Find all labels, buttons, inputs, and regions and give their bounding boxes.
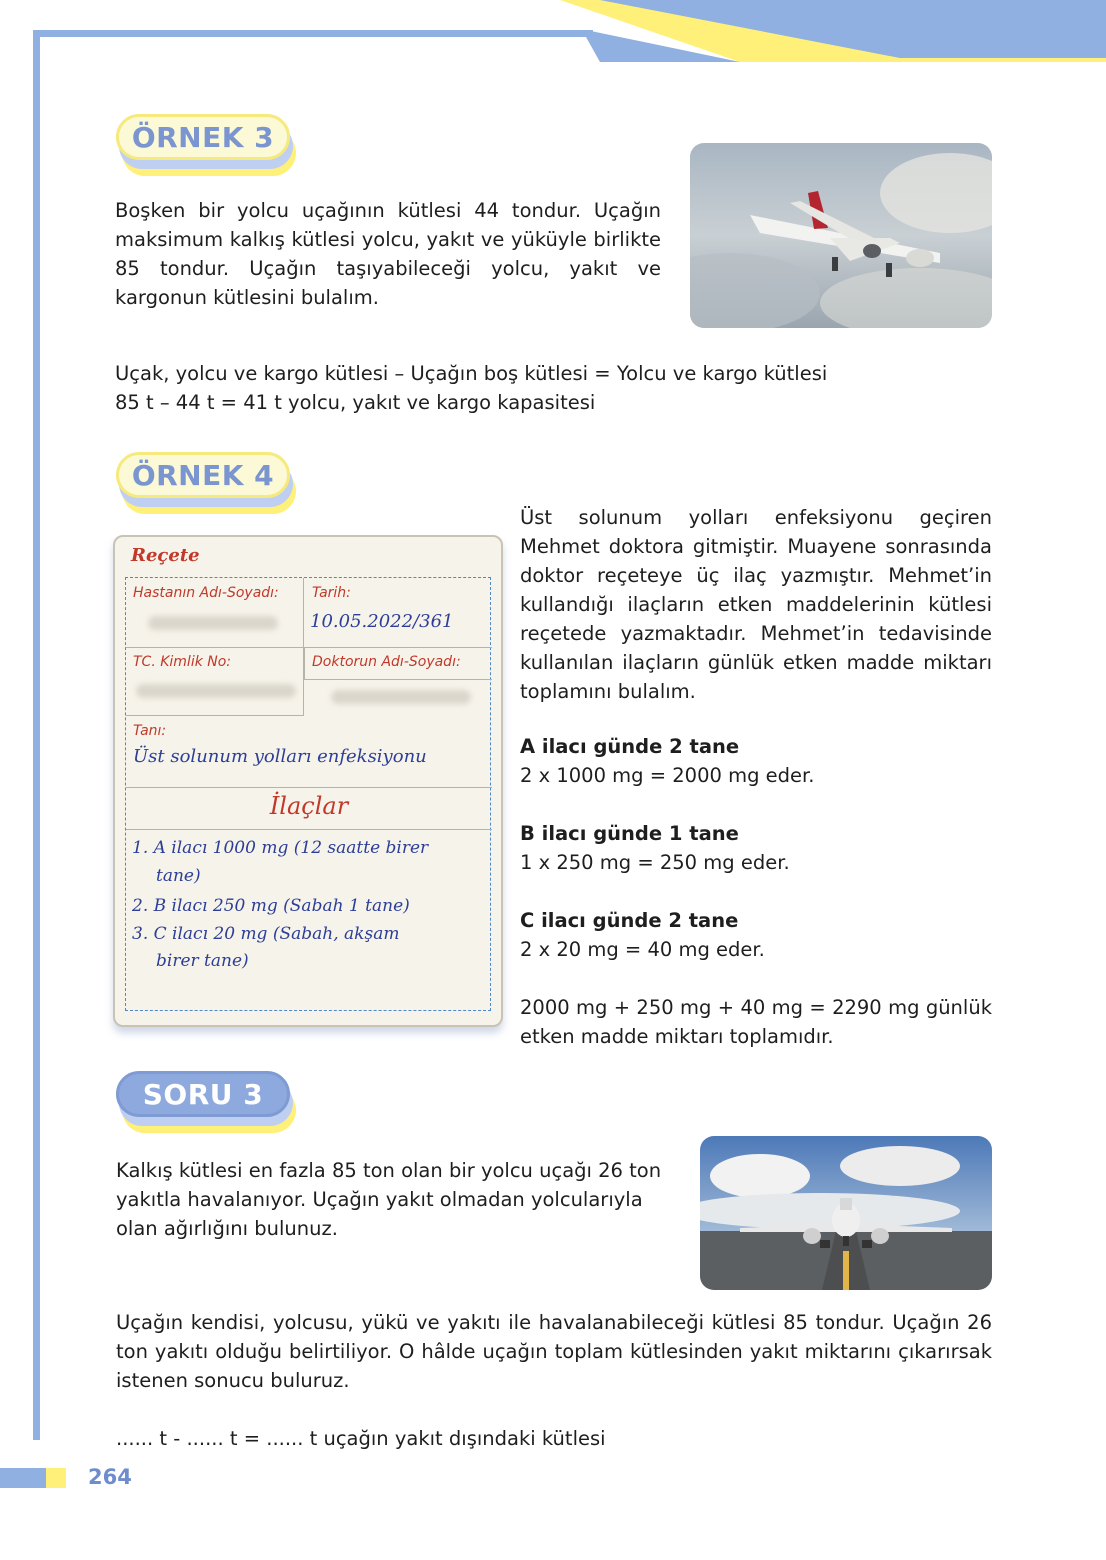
example4-badge bbox=[116, 452, 294, 514]
corner-stripes bbox=[0, 0, 1106, 80]
example4-steps bbox=[520, 732, 992, 1051]
page-number: 264 bbox=[88, 1465, 132, 1489]
tc-label: TC. Kimlik No: bbox=[133, 654, 232, 670]
drug-b-calc: 1 x 250 mg = 250 mg eder. bbox=[520, 851, 790, 874]
question3-badge bbox=[116, 1071, 294, 1133]
example3-solution-line2: 85 t – 44 t = 41 t yolcu, yakıt ve kargo kapasitesi bbox=[115, 391, 596, 414]
drug3-line2: birer tane) bbox=[156, 951, 249, 971]
doctor-label: Doktorun Adı-Soyadı: bbox=[312, 654, 461, 670]
drug-c-title: C ilacı günde 2 tane bbox=[520, 909, 739, 932]
patient-name-redacted bbox=[148, 616, 278, 630]
drug3-line1: 3. C ilacı 20 mg (Sabah, akşam bbox=[132, 924, 400, 944]
example3-badge-label: ÖRNEK 3 bbox=[131, 120, 275, 154]
example3-solution-line1: Uçak, yolcu ve kargo kütlesi – Uçağın boş kütlesi = Yolcu ve kargo kütlesi bbox=[115, 362, 828, 385]
drug-a-title: A ilacı günde 2 tane bbox=[520, 735, 740, 758]
date-value: 10.05.2022/361 bbox=[310, 611, 454, 632]
drugs-heading: İlaçlar bbox=[269, 792, 349, 820]
example4-badge-label: ÖRNEK 4 bbox=[131, 458, 275, 492]
diagnosis-value: Üst solunum yolları enfeksiyonu bbox=[133, 746, 427, 767]
date-label: Tarih: bbox=[312, 585, 351, 601]
tc-number-redacted bbox=[136, 684, 296, 698]
question3-badge-label: SORU 3 bbox=[142, 1077, 264, 1111]
prescription-card bbox=[113, 535, 503, 1027]
example3-solution bbox=[115, 359, 915, 417]
example3-badge bbox=[116, 114, 294, 176]
footer-bar-yellow bbox=[46, 1468, 66, 1488]
example4-total: 2000 mg + 250 mg + 40 mg = 2290 mg günlük etken madde miktarı toplamıdır. bbox=[520, 996, 992, 1048]
diagnosis-label: Tanı: bbox=[133, 723, 167, 739]
footer-bar-blue bbox=[0, 1468, 46, 1488]
prescription-form bbox=[125, 577, 491, 1011]
page-frame-left bbox=[33, 30, 40, 1440]
example3-problem: Boşken bir yolcu uçağının kütlesi 44 tondur. Uçağın maksimum kalkış kütlesi yolcu, yakıt ve yüküyle birlikte 85 tondur. Uçağın taşıyabileceği yolcu, yakıt ve kargonun kütlesini bulalım. bbox=[115, 199, 661, 309]
drug-b-title: B ilacı günde 1 tane bbox=[520, 822, 739, 845]
drug1-line2: tane) bbox=[156, 866, 201, 886]
example4-intro: Üst solunum yolları enfeksiyonu geçiren Mehmet doktora gitmiştir. Muayene sonrasında doktor reçeteye üç ilaç yazmıştır. Mehmet’in kullandığı ilaçların etken maddelerinin kütlesi reçetede yazmaktadır. Mehmet’in tedavisinde kullanılan ilaçların günlük etken madde miktarı toplamını bulalım. bbox=[520, 506, 992, 703]
drug2: 2. B ilacı 250 mg (Sabah 1 tane) bbox=[132, 896, 410, 916]
drug-c-calc: 2 x 20 mg = 40 mg eder. bbox=[520, 938, 765, 961]
prescription-title: Reçete bbox=[131, 545, 200, 566]
airplane-flying-photo bbox=[690, 143, 992, 328]
drug-a-calc: 2 x 1000 mg = 2000 mg eder. bbox=[520, 764, 815, 787]
question3-explanation: Uçağın kendisi, yolcusu, yükü ve yakıtı ile havalanabileceği kütlesi 85 tondur. Uçağın 26 ton yakıtı olduğu belirtiliyor. O hâlde uçağın toplam kütlesinden yakıt miktarını çıkarırsak istenen sonucu buluruz. bbox=[116, 1311, 992, 1392]
drug1-line1: 1. A ilacı 1000 mg (12 saatte birer bbox=[132, 838, 429, 858]
patient-label: Hastanın Adı-Soyadı: bbox=[133, 585, 279, 601]
question3-problem: Kalkış kütlesi en fazla 85 ton olan bir yolcu uçağı 26 ton yakıtla havalanıyor. Uçağın yakıt olmadan yolcularıyla olan ağırlığını bulunuz. bbox=[116, 1159, 662, 1240]
question3-fill-in: ...... t - ...... t = ...... t uçağın yakıt dışındaki kütlesi bbox=[116, 1427, 606, 1450]
doctor-name-redacted bbox=[331, 690, 471, 704]
airplane-runway-photo bbox=[700, 1136, 992, 1290]
